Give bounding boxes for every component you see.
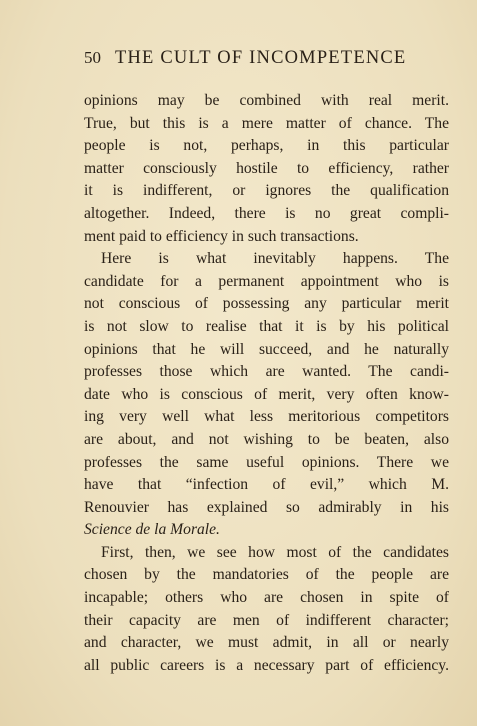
text-line: opinions may be combined with real merit. [84, 92, 449, 109]
text-line: ing very well what less meritorious competitors [84, 408, 449, 426]
page-number: 50 [84, 48, 101, 67]
running-head [84, 48, 450, 69]
text-line: it is indifferent, or ignores the qualification [84, 182, 449, 200]
text-line: True, but this is a mere matter of chance. The [84, 114, 449, 132]
text-line-paragraph-start: First, then, we see how most of the candidates [101, 543, 449, 561]
body-text [84, 90, 449, 677]
text-line: date who is conscious of merit, very often know- [84, 385, 449, 403]
text-line: is not slow to realise that it is by his political [84, 317, 449, 335]
book-title-citation: Science de la Morale. [84, 521, 220, 539]
text-line: are about, and not wishing to be beaten, also [84, 430, 449, 448]
text-line: matter consciously hostile to efficiency, rather [84, 159, 449, 177]
text-line: and character, we must admit, in all or nearly [84, 634, 449, 652]
text-line: ment paid to efficiency in such transactions. [84, 227, 359, 245]
text-line: have that “infection of evil,” which M. [84, 476, 449, 494]
running-title: THE CULT OF INCOMPETENCE [115, 48, 407, 68]
text-line: opinions that he will succeed, and he naturally [84, 340, 449, 358]
text-line: professes those which are wanted. The candi- [84, 363, 449, 381]
text-line: their capacity are men of indifferent character; [84, 611, 449, 629]
text-line: Renouvier has explained so admirably in his [84, 498, 449, 516]
text-line: professes the same useful opinions. There we [84, 453, 449, 471]
text-line: not conscious of possessing any particular merit [84, 295, 449, 313]
text-line-paragraph-start: Here is what inevitably happens. The [101, 250, 449, 268]
text-line: incapable; others who are chosen in spite of [84, 589, 449, 607]
text-line: people is not, perhaps, in this particular [84, 137, 449, 155]
text-line: all public careers is a necessary part of efficiency. [84, 656, 449, 674]
text-line: chosen by the mandatories of the people are [84, 566, 449, 584]
text-line: altogether. Indeed, there is no great compli- [84, 204, 449, 222]
text-line: candidate for a permanent appointment who is [84, 272, 449, 290]
